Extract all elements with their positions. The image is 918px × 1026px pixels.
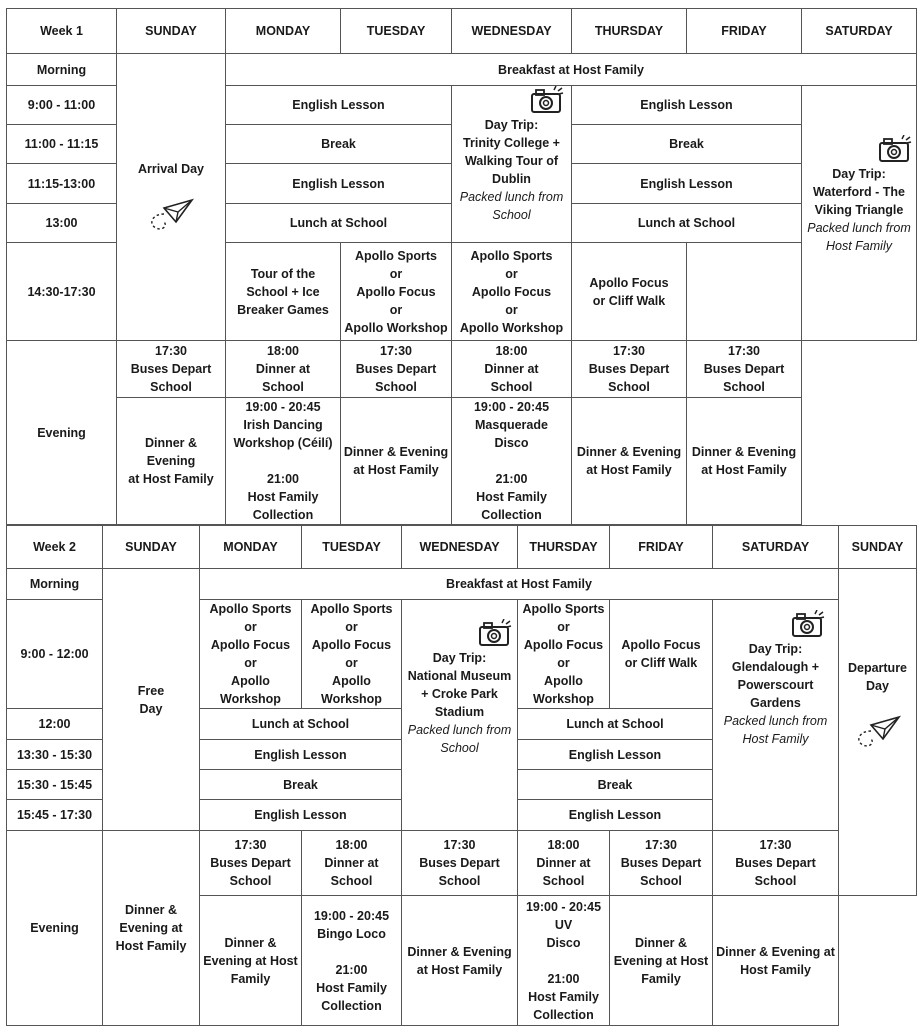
week2-schedule: [6, 525, 917, 1026]
week1-tuesday-apollo: Apollo Sports or Apollo Focus or Apollo Workshop: [341, 243, 452, 341]
week1-friday-dinner-host: Dinner & Evening at Host Family: [572, 398, 687, 525]
week1-wednesday-dinner-host: Dinner & Evening at Host Family: [341, 398, 452, 525]
week1-english-lesson-3: English Lesson: [226, 164, 452, 204]
trip-title: Day Trip: Trinity College + Walking Tour of Dublin: [463, 118, 560, 186]
week1-monday-dinner-host: Dinner & Evening at Host Family: [117, 398, 226, 525]
week2-breakfast: Breakfast at Host Family: [200, 569, 839, 600]
week2-tuesday-apollo: Apollo Sports or Apollo Focus or Apollo Workshop: [302, 600, 402, 709]
week1-schedule: [6, 8, 917, 525]
trip-title: Day Trip: National Museum + Croke Park Stadium: [407, 651, 512, 719]
week1-saturday-dinner-host: Dinner & Evening at Host Family: [687, 398, 802, 525]
week2-monday-dinner-host: Dinner & Evening at Host Family: [200, 896, 302, 1026]
week1-day-friday: FRIDAY: [687, 9, 802, 54]
week2-sunday-evening: Dinner & Evening at Host Family: [103, 831, 200, 1026]
week1-day-wednesday: WEDNESDAY: [452, 9, 572, 54]
week1-time-1100: 11:00 - 11:15: [7, 124, 117, 164]
week2-free-day: Free Day: [103, 569, 200, 831]
week2-time-evening: Evening: [7, 831, 103, 1026]
week2-time-morning: Morning: [7, 569, 103, 600]
week1-thursday-dinner-school: 18:00 Dinner at School: [452, 341, 572, 398]
week2-time-1530: 15:30 - 15:45: [7, 770, 103, 800]
week1-time-0900: 9:00 - 11:00: [7, 86, 117, 125]
camera-icon: [478, 619, 512, 647]
trip-title: Day Trip: Waterford - The Viking Triangle: [813, 167, 905, 217]
week2-departure-day: [839, 569, 917, 896]
paper-plane-icon: [146, 194, 196, 234]
week2-day-sunday-2: SUNDAY: [839, 526, 917, 569]
week2-saturday-trip: [713, 600, 839, 831]
trip-note: Packed lunch from: [807, 221, 911, 235]
week2-break-1: Break: [200, 770, 402, 800]
week1-break-1: Break: [226, 124, 452, 164]
trip-title: Day Trip: Glendalough + Powerscourt Gardens: [731, 642, 820, 710]
trip-note: School: [492, 208, 531, 222]
week2-saturday-dinner-host: Dinner & Evening at Host Family: [713, 896, 839, 1026]
week2-tuesday-dinner-school: 18:00 Dinner at School: [302, 831, 402, 896]
week1-english-lesson-1: English Lesson: [226, 86, 452, 125]
week2-day-wednesday: WEDNESDAY: [402, 526, 518, 569]
week2-thursday-apollo: Apollo Sports or Apollo Focus or Apollo Workshop: [518, 600, 610, 709]
week1-thursday-evening: 19:00 - 20:45 Masquerade Disco 21:00 Host Family Collection: [452, 398, 572, 525]
week1-english-lesson-2: English Lesson: [572, 86, 802, 125]
week2-friday-activity: Apollo Focus or Cliff Walk: [610, 600, 713, 709]
trip-note: School: [440, 741, 479, 755]
week2-thursday-dinner-school: 18:00 Dinner at School: [518, 831, 610, 896]
week1-break-2: Break: [572, 124, 802, 164]
week2-friday-dinner-host: Dinner & Evening at Host Family: [610, 896, 713, 1026]
week2-time-1545: 15:45 - 17:30: [7, 800, 103, 831]
week2-wednesday-dinner-host: Dinner & Evening at Host Family: [402, 896, 518, 1026]
week2-saturday-buses: 17:30 Buses Depart School: [713, 831, 839, 896]
week2-day-sunday: SUNDAY: [103, 526, 200, 569]
week1-tuesday-evening: 19:00 - 20:45 Irish Dancing Workshop (Céilí) 21:00 Host Family Collection: [226, 398, 341, 525]
week2-day-monday: MONDAY: [200, 526, 302, 569]
week1-breakfast: Breakfast at Host Family: [226, 54, 917, 86]
week2-time-0900: 9:00 - 12:00: [7, 600, 103, 709]
week1-day-thursday: THURSDAY: [572, 9, 687, 54]
trip-note: Packed lunch from: [723, 714, 828, 728]
week1-time-1115: 11:15-13:00: [7, 164, 117, 204]
week1-friday-activity: Apollo Focus or Cliff Walk: [572, 243, 687, 341]
paper-plane-icon: [853, 711, 903, 751]
week1-lunch-1: Lunch at School: [226, 204, 452, 243]
week2-tuesday-evening: 19:00 - 20:45 Bingo Loco 21:00 Host Family Collection: [302, 896, 402, 1026]
week1-time-1300: 13:00: [7, 204, 117, 243]
week1-monday-buses: 17:30 Buses Depart School: [117, 341, 226, 398]
week1-time-morning: Morning: [7, 54, 117, 86]
camera-icon: [791, 610, 825, 638]
week2-title: Week 2: [7, 526, 103, 569]
week2-english-lesson-1: English Lesson: [200, 740, 402, 770]
week2-friday-buses: 17:30 Buses Depart School: [610, 831, 713, 896]
week2-english-lesson-3: English Lesson: [200, 800, 402, 831]
trip-note: Host Family: [742, 732, 809, 746]
week2-english-lesson-2: English Lesson: [518, 740, 713, 770]
week1-thursday-apollo: Apollo Sports or Apollo Focus or Apollo Workshop: [452, 243, 572, 341]
week1-time-evening: Evening: [7, 341, 117, 525]
week1-lunch-2: Lunch at School: [572, 204, 802, 243]
week2-time-1200: 12:00: [7, 709, 103, 740]
week2-monday-buses: 17:30 Buses Depart School: [200, 831, 302, 896]
camera-icon: [878, 135, 912, 163]
week1-wednesday-trip: [452, 86, 572, 243]
departure-day-label: Departure Day: [847, 661, 908, 693]
trip-note: Packed lunch from: [459, 190, 564, 204]
week2-wednesday-trip: [402, 600, 518, 831]
week1-day-monday: MONDAY: [226, 9, 341, 54]
week1-saturday-trip: [802, 86, 917, 341]
week2-break-2: Break: [518, 770, 713, 800]
week1-day-saturday: SATURDAY: [802, 9, 917, 54]
week2-day-thursday: THURSDAY: [518, 526, 610, 569]
week1-english-lesson-4: English Lesson: [572, 164, 802, 204]
week2-lunch-1: Lunch at School: [200, 709, 402, 740]
week1-friday-buses: 17:30 Buses Depart School: [572, 341, 687, 398]
week1-wednesday-buses: 17:30 Buses Depart School: [341, 341, 452, 398]
week1-saturday-buses: 17:30 Buses Depart School: [687, 341, 802, 398]
week1-time-1430: 14:30-17:30: [7, 243, 117, 341]
week1-arrival-day: [117, 54, 226, 341]
week2-lunch-2: Lunch at School: [518, 709, 713, 740]
week1-monday-activity: Tour of the School + Ice Breaker Games: [226, 243, 341, 341]
week1-day-sunday: SUNDAY: [117, 9, 226, 54]
week1-day-tuesday: TUESDAY: [341, 9, 452, 54]
week2-day-saturday: SATURDAY: [713, 526, 839, 569]
week2-monday-apollo: Apollo Sports or Apollo Focus or Apollo Workshop: [200, 600, 302, 709]
week2-time-1330: 13:30 - 15:30: [7, 740, 103, 770]
week1-title: Week 1: [7, 9, 117, 54]
week2-wednesday-buses: 17:30 Buses Depart School: [402, 831, 518, 896]
week2-day-tuesday: TUESDAY: [302, 526, 402, 569]
trip-note: Packed lunch from: [407, 723, 512, 737]
week2-thursday-evening: 19:00 - 20:45 UV Disco 21:00 Host Family Collection: [518, 896, 610, 1026]
trip-note: Host Family: [826, 239, 892, 253]
arrival-day-label: Arrival Day: [137, 162, 204, 176]
week2-day-friday: FRIDAY: [610, 526, 713, 569]
week2-english-lesson-4: English Lesson: [518, 800, 713, 831]
week1-tuesday-dinner-school: 18:00 Dinner at School: [226, 341, 341, 398]
camera-icon: [530, 86, 564, 114]
